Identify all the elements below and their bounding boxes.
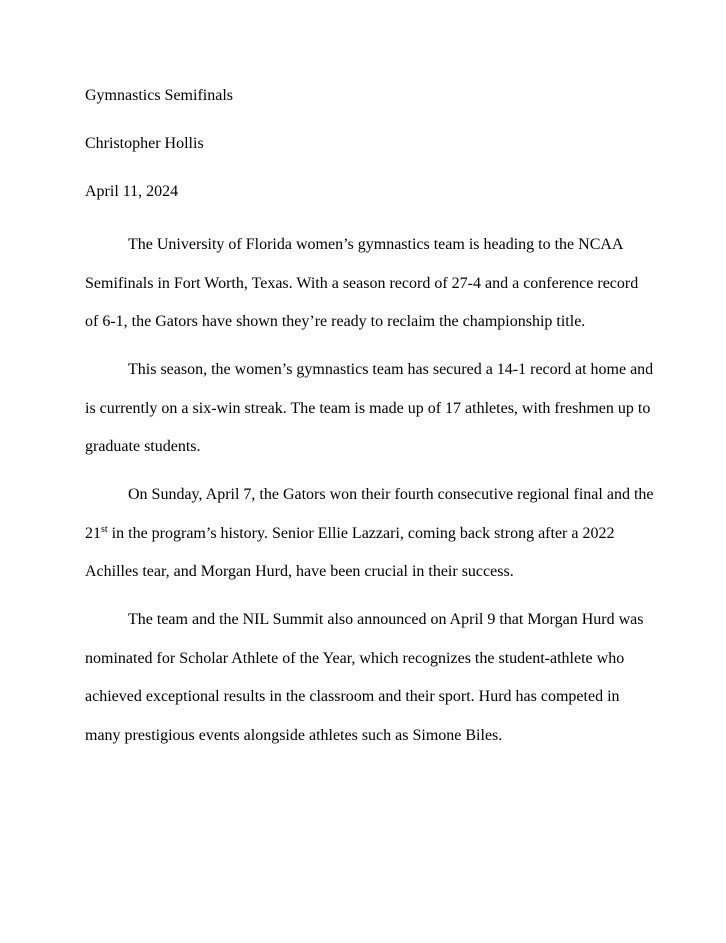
paragraph-1: The University of Florida women’s gymnastics team is heading to the NCAA Semifinals in Fort Worth, Texas. With a season record of 27-4 and a conference record of 6-1, the Gators have shown they’re ready to reclaim the championship title. bbox=[85, 236, 639, 330]
ordinal-suffix: st bbox=[101, 523, 108, 535]
paragraph-3-text-end: in the program’s history. Senior Ellie Lazzari, coming back strong after a 2022 Achilles tear, and Morgan Hurd, have been crucial in their success. bbox=[85, 524, 615, 580]
document-date: April 11, 2024 bbox=[85, 183, 179, 200]
author-name: Christopher Hollis bbox=[85, 135, 204, 152]
paragraph-3-text-start: On Sunday, April 7, the Gators won their fourth consecutive regional final and the 21 bbox=[85, 486, 654, 542]
document-title: Gymnastics Semifinals bbox=[85, 87, 233, 104]
article-body bbox=[85, 226, 655, 765]
paragraph-3 bbox=[85, 476, 655, 592]
paragraph-4: The team and the NIL Summit also announced on April 9 that Morgan Hurd was nominated for Scholar Athlete of the Year, which recognizes the student-athlete who achieved exceptional results in the classroom and their sport. Hurd has competed in many prestigious events alongside athletes such as Simone Biles. bbox=[85, 611, 644, 744]
paragraph-2: This season, the women’s gymnastics team has secured a 14-1 record at home and is currently on a six-win streak. The team is made up of 17 athletes, with freshmen up to graduate students. bbox=[85, 361, 654, 455]
